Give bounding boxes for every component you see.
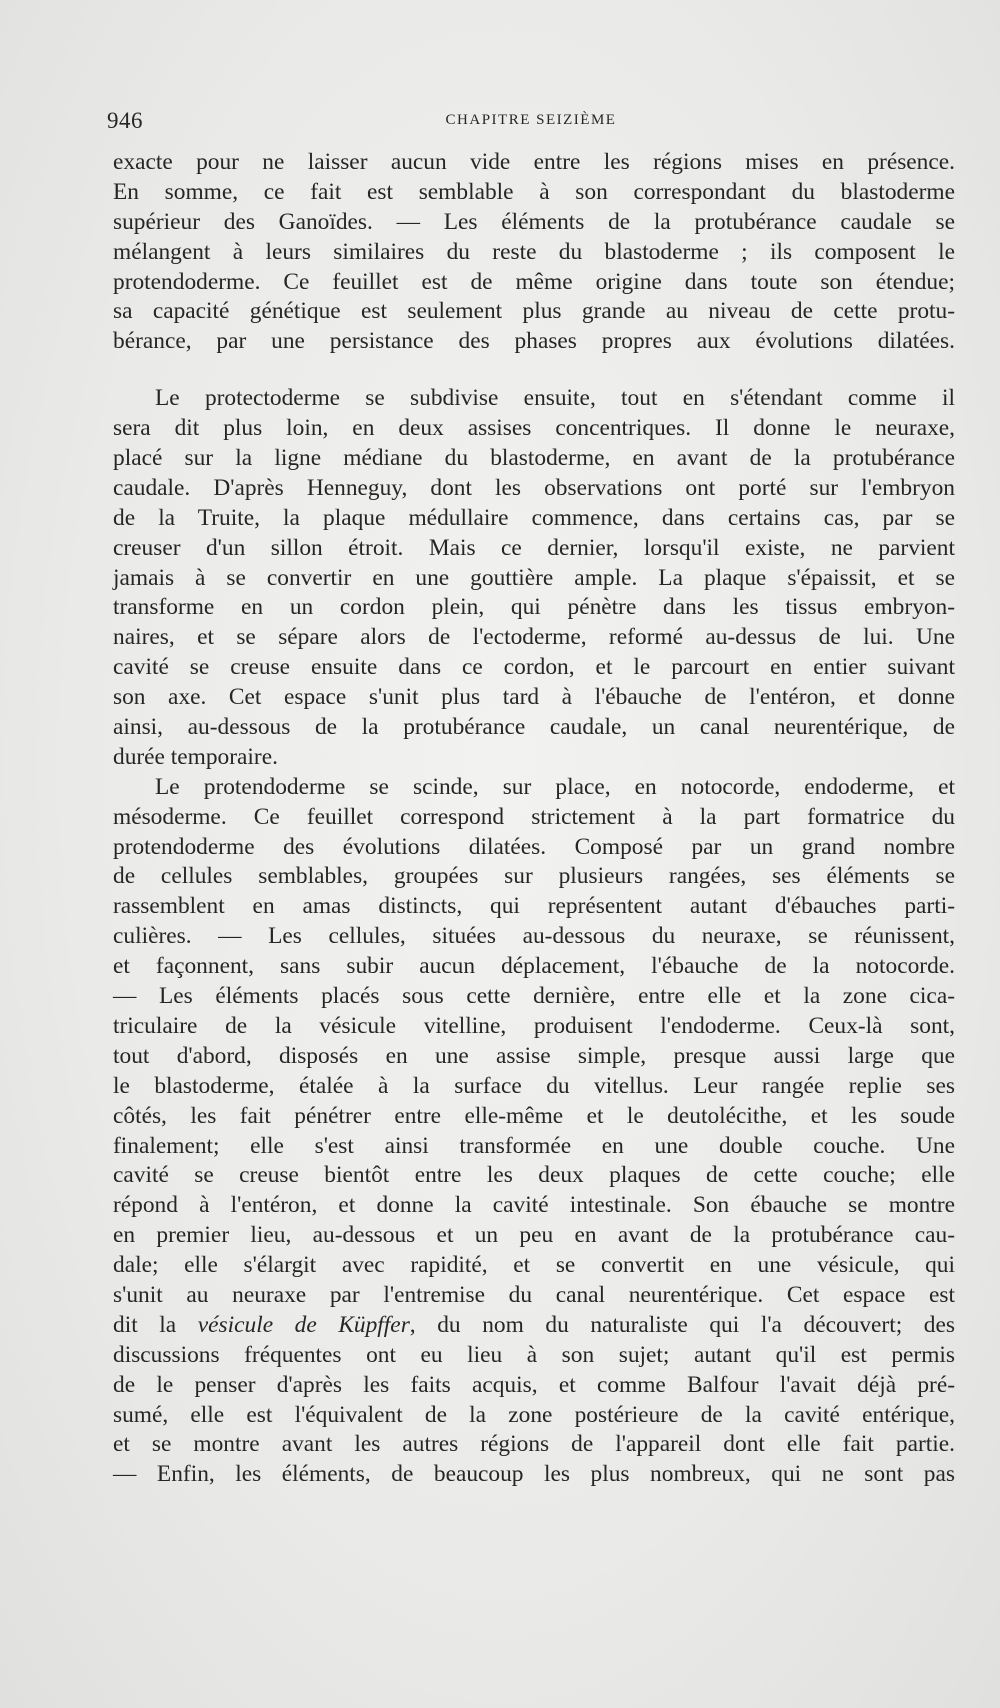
paragraph xyxy=(113,148,955,357)
text-line: de le penser d'après les faits acquis, et comme Balfour l'avait déjà pré- xyxy=(113,1371,955,1398)
text-line: de cellules semblables, groupées sur plusieurs rangées, ses éléments se xyxy=(113,863,955,890)
text-line: dit la vésicule de Küpffer, du nom du naturaliste qui l'a découvert; des xyxy=(113,1311,955,1338)
text-line: protendoderme des évolutions dilatées. Composé par un grand nombre xyxy=(113,833,955,860)
text-line: En somme, ce fait est semblable à son correspondant du blastoderme xyxy=(113,178,955,205)
text-line: finalement; elle s'est ainsi transformée en une double couche. Une xyxy=(113,1132,955,1159)
text-line: protendoderme. Ce feuillet est de même origine dans toute son étendue; xyxy=(113,268,955,295)
text-line: mésoderme. Ce feuillet correspond strictement à la part formatrice du xyxy=(113,803,955,830)
text-line: son axe. Cet espace s'unit plus tard à l'ébauche de l'entéron, et donne xyxy=(113,684,955,711)
text-line: exacte pour ne laisser aucun vide entre les régions mises en présence. xyxy=(113,149,955,175)
text-line: en premier lieu, au-dessous et un peu en avant de la protubérance cau- xyxy=(113,1222,955,1249)
text-line: durée temporaire. xyxy=(113,743,278,770)
text-line: mélangent à leurs similaires du reste du blastoderme ; ils composent le xyxy=(113,238,955,265)
text-line: rassemblent en amas distincts, qui représentent autant d'ébauches parti- xyxy=(113,893,955,920)
text-line: cavité se creuse ensuite dans ce cordon, et le parcourt en entier suivant xyxy=(113,654,955,681)
text-line: dale; elle s'élargit avec rapidité, et se convertit en une vésicule, qui xyxy=(113,1252,955,1279)
text-line: Le protectoderme se subdivise ensuite, tout en s'étendant comme il xyxy=(155,385,955,412)
text-line: répond à l'entéron, et donne la cavité intestinale. Son ébauche se montre xyxy=(113,1192,955,1219)
text-line: sumé, elle est l'équivalent de la zone postérieure de la cavité entérique, xyxy=(113,1401,955,1428)
text-line: — Enfin, les éléments, de beaucoup les plus nombreux, qui ne sont pas xyxy=(113,1461,955,1488)
text-line: — Les éléments placés sous cette dernière, entre elle et la zone cica- xyxy=(113,983,955,1010)
text-line: côtés, les fait pénétrer entre elle-même et le deutolécithe, et les soude xyxy=(113,1102,955,1129)
paragraph-gap xyxy=(113,357,955,384)
page-number: 946 xyxy=(107,108,143,133)
running-head: CHAPITRE SEIZIÈME xyxy=(445,112,617,128)
text-line: ainsi, au-dessous de la protubérance caudale, un canal neurentérique, de xyxy=(113,714,955,741)
text-line: naires, et se sépare alors de l'ectoderme, reformé au-dessus de lui. Une xyxy=(113,624,955,651)
text-line: Le protendoderme se scinde, sur place, en notocorde, endoderme, et xyxy=(155,773,955,800)
text-line: bérance, par une persistance des phases propres aux évolutions dilatées. xyxy=(113,328,955,355)
text-line: caudale. D'après Henneguy, dont les observations ont porté sur l'embryon xyxy=(113,474,955,501)
text-line: de la Truite, la plaque médullaire commence, dans certains cas, par se xyxy=(113,504,955,531)
text-line: tout d'abord, disposés en une assise simple, presque aussi large que xyxy=(113,1042,955,1069)
paragraph xyxy=(113,384,955,773)
text-line: placé sur la ligne médiane du blastoderme, en avant de la protubérance xyxy=(113,445,955,472)
text-line: sera dit plus loin, en deux assises concentriques. Il donne le neuraxe, xyxy=(113,415,955,442)
text-line: sa capacité génétique est seulement plus grande au niveau de cette protu- xyxy=(113,298,955,325)
text-line: et façonnent, sans subir aucun déplacement, l'ébauche de la notocorde. xyxy=(113,953,955,980)
page-header xyxy=(107,108,955,138)
text-line: discussions fréquentes ont eu lieu à son sujet; autant qu'il est permis xyxy=(113,1341,955,1368)
text-line: et se montre avant les autres régions de l'appareil dont elle fait partie. xyxy=(113,1431,955,1458)
body-text xyxy=(113,148,955,1490)
text-line: cavité se creuse bientôt entre les deux plaques de cette couche; elle xyxy=(113,1162,955,1189)
text-line: culières. — Les cellules, situées au-dessous du neuraxe, se réunissent, xyxy=(113,923,955,950)
text-line: supérieur des Ganoïdes. — Les éléments de la protubérance caudale se xyxy=(113,208,955,235)
text-line: transforme en un cordon plein, qui pénètre dans les tissus embryon- xyxy=(113,594,955,621)
paragraph xyxy=(113,773,955,1490)
text-line: creuser d'un sillon étroit. Mais ce dernier, lorsqu'il existe, ne parvient xyxy=(113,534,955,561)
text-line: s'unit au neuraxe par l'entremise du canal neurentérique. Cet espace est xyxy=(113,1281,955,1308)
text-line: triculaire de la vésicule vitelline, produisent l'endoderme. Ceux-là sont, xyxy=(113,1012,955,1039)
italic-term: vésicule de Küpffer xyxy=(197,1311,410,1338)
text-line: jamais à se convertir en une gouttière ample. La plaque s'épaissit, et se xyxy=(113,564,955,591)
text-line: le blastoderme, étalée à la surface du vitellus. Leur rangée replie ses xyxy=(113,1072,955,1099)
